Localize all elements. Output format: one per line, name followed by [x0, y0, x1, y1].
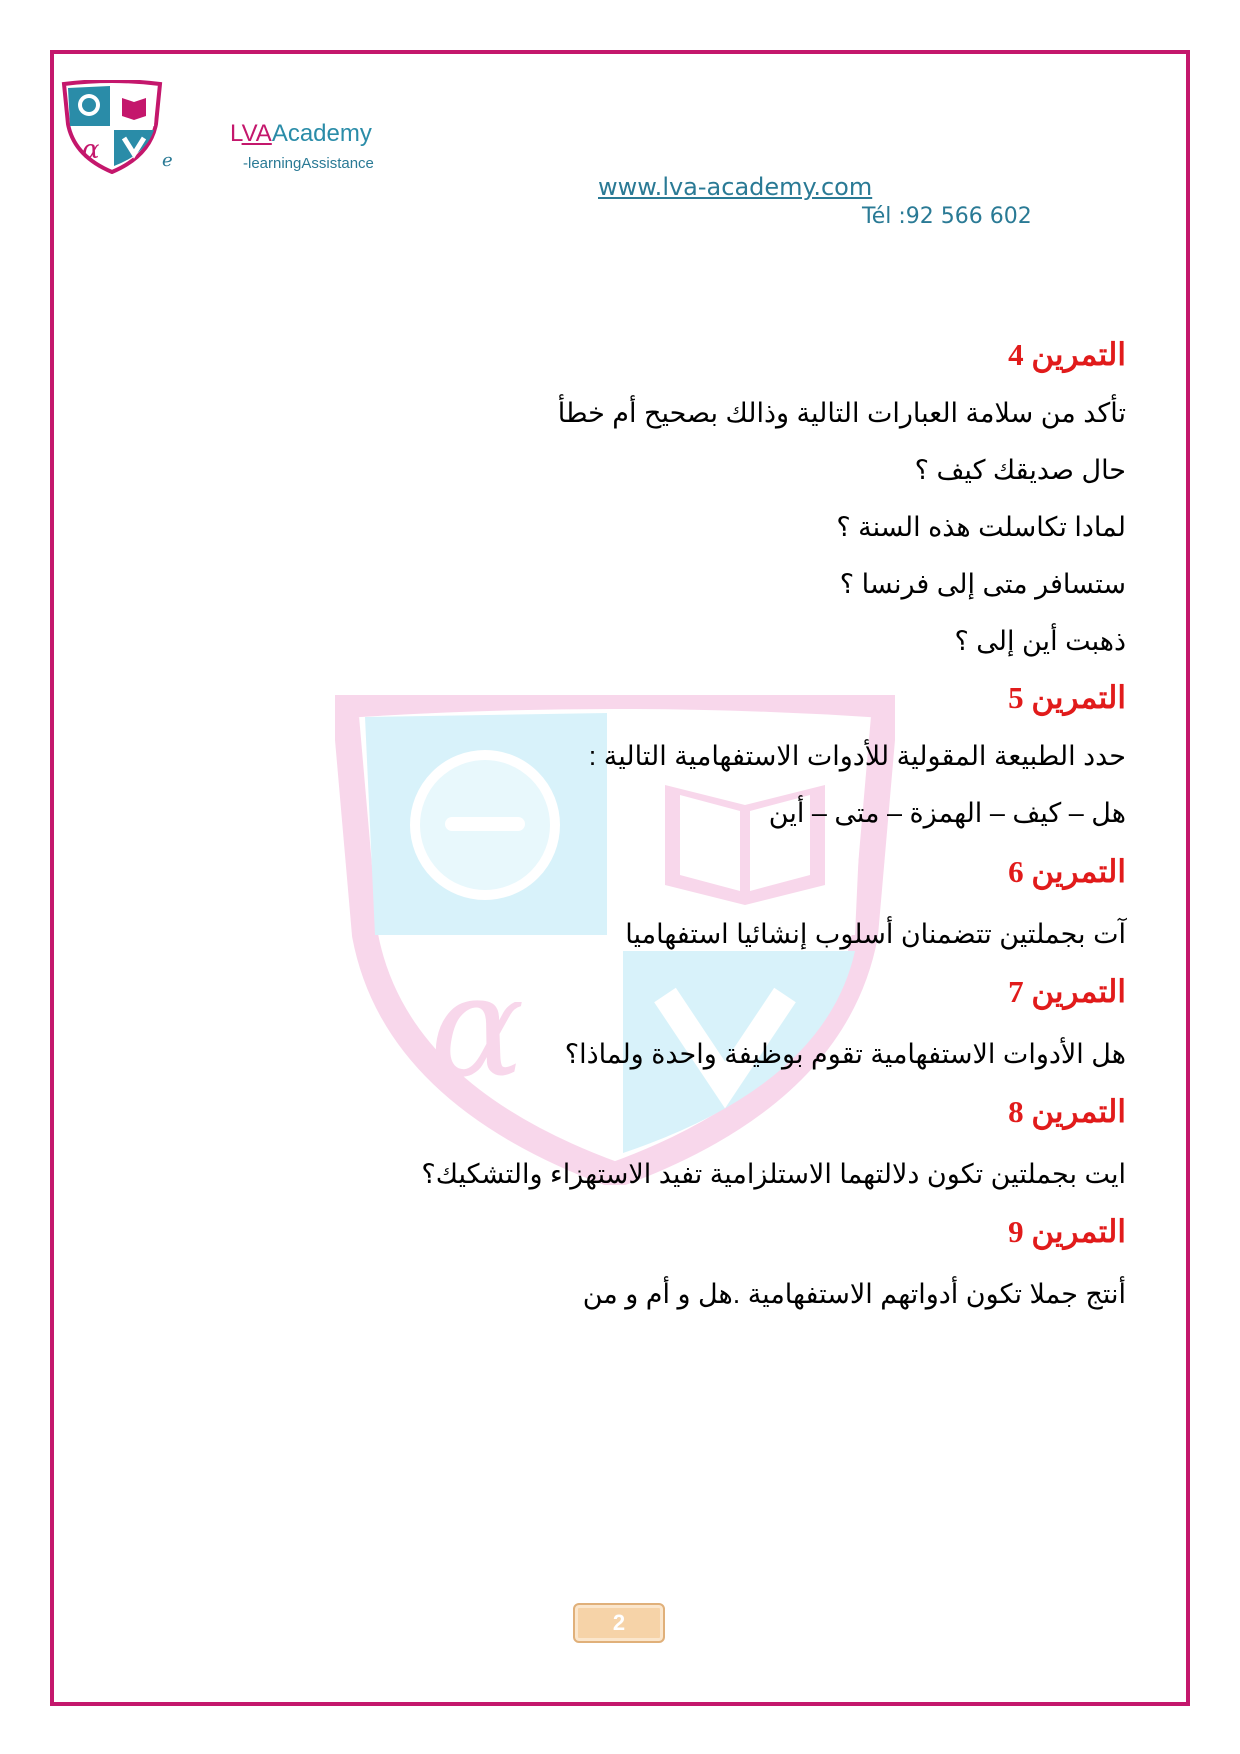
exercise-5-tools: هل – كيف – الهمزة – متى – أين: [768, 798, 1126, 828]
exercise-9-instruction: أنتج جملا تكون أدواتهم الاستفهامية .هل و أم و من: [582, 1279, 1126, 1309]
svg-text:α: α: [430, 946, 525, 1109]
exercise-7-question: هل الأدوات الاستفهامية تقوم بوظيفة واحدة ولماذا؟: [564, 1039, 1126, 1069]
lva-academy-logo: [58, 80, 166, 174]
phone-number: Tél :92 566 602: [862, 204, 1032, 229]
website-link[interactable]: www.lva-academy.com: [598, 173, 873, 201]
svg-text:α: α: [82, 135, 100, 165]
exercise-5-title: التمرين 5: [1008, 680, 1126, 715]
brand-tagline: -learningAssistance: [243, 155, 374, 172]
exercises-content: [406, 335, 1126, 1314]
exercise-7-title: التمرين 7: [1008, 974, 1126, 1009]
exercise-6-title: التمرين 6: [1008, 854, 1126, 889]
exercise-4-sentence-4: ذهبت أين إلى ؟: [954, 626, 1126, 656]
exercise-4-sentence-2: لمادا تكاسلت هذه السنة ؟: [836, 512, 1126, 542]
exercise-8-instruction: ايت بجملتين تكون دلالتهما الاستلزامية تفيد الاستهزاء والتشكيك؟: [421, 1159, 1126, 1189]
exercise-4-sentence-3: ستسافر متى إلى فرنسا ؟: [839, 569, 1126, 599]
page-number-badge: 2: [573, 1603, 665, 1643]
exercise-4-title: التمرين 4: [1008, 337, 1126, 372]
brand-academy: Academy: [271, 120, 372, 147]
logo-e-letter: e: [162, 150, 173, 171]
exercise-9-title: التمرين 9: [1008, 1214, 1126, 1249]
exercise-6-instruction: آت بجملتين تتضمنان أسلوب إنشائيا استفهاميا: [625, 919, 1126, 949]
brand-l: L: [230, 120, 242, 147]
exercise-4-instruction: تأكد من سلامة العبارات التالية وذالك بصحيح أم خطأ: [557, 398, 1126, 428]
brand-va: VA: [241, 120, 272, 147]
exercise-4-sentence-1: حال صديقك كيف ؟: [914, 455, 1126, 485]
exercise-8-title: التمرين 8: [1008, 1094, 1126, 1129]
brand-name: [230, 120, 372, 148]
exercise-5-instruction: حدد الطبيعة المقولية للأدوات الاستفهامية التالية :: [588, 741, 1126, 771]
